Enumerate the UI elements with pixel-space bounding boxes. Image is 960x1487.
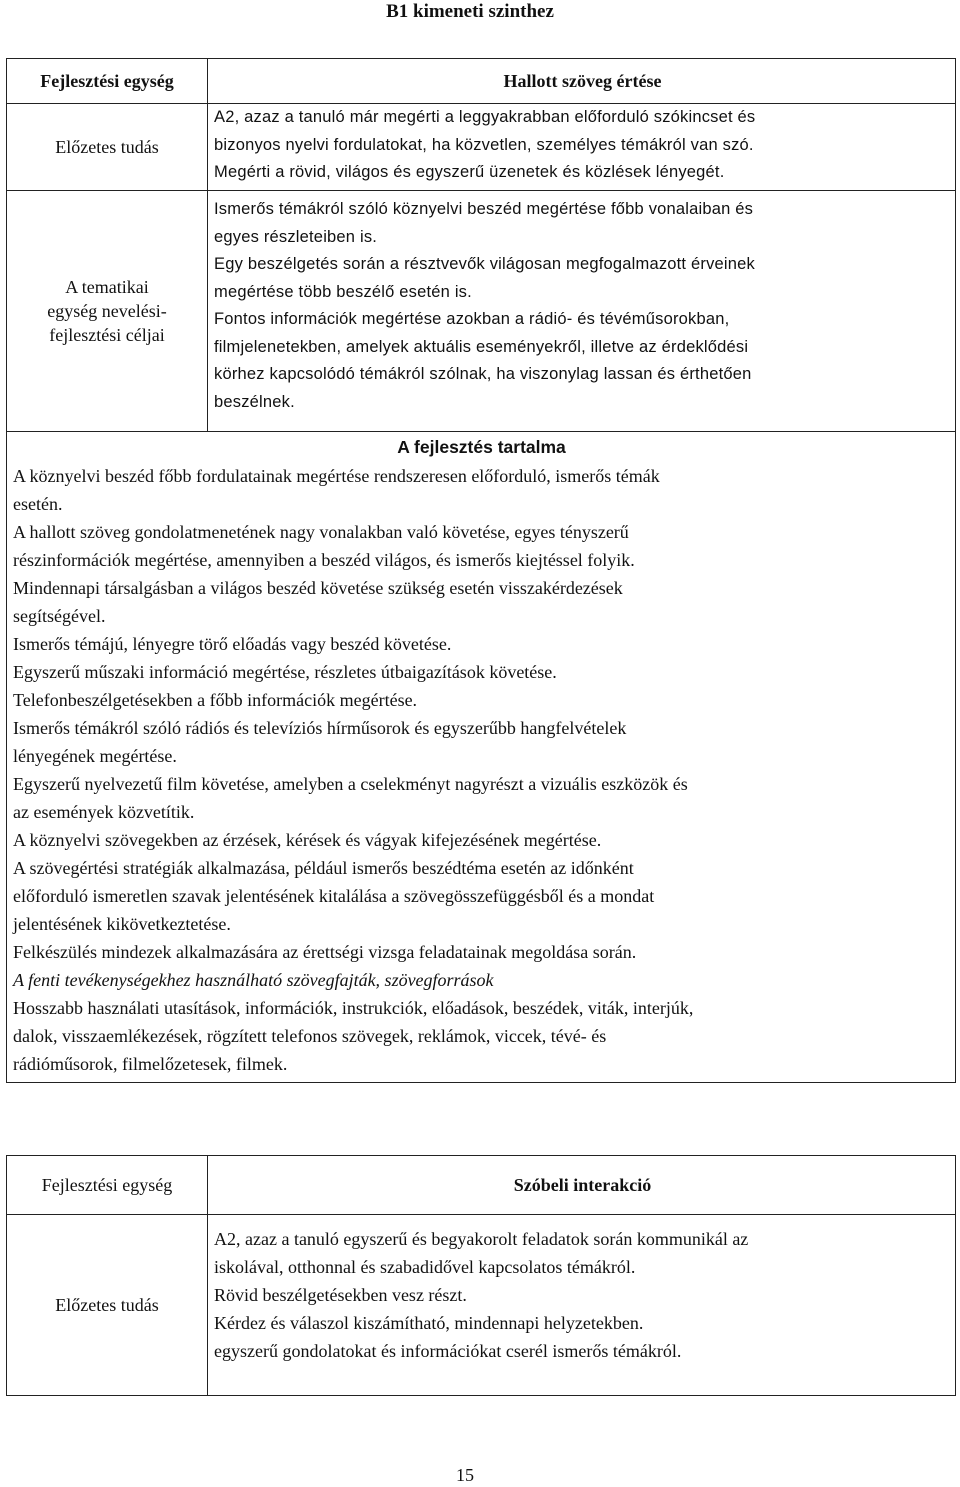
table1-header-row [7,59,955,103]
text-line: Egyszerű nyelvezetű film követése, amelyben a cselekményt nagyrészt a vizuális eszközök és [13,774,688,794]
text-line: dalok, visszaemlékezések, rögzített telefonos szövegek, reklámok, viccek, tévé- és [13,1026,607,1046]
text-line: Ismerős témákról szóló köznyelvi beszéd megértése főbb vonalaiban és [214,200,754,218]
table1-prior-label: Előzetes tudás [7,104,208,190]
text-line: jelentésének kikövetkeztetése. [13,914,231,934]
text-line: részinformációk megértése, amennyiben a beszéd világos, és ismerős kiejtéssel folyik. [13,550,635,570]
listening-table [6,58,956,1083]
goals-label-line: A tematikai [65,277,149,297]
text-line: rádióműsorok, filmelőzetesek, filmek. [13,1054,288,1074]
table1-prior-row [7,103,955,190]
text-line: segítségével. [13,606,106,626]
text-line: körhez kapcsolódó témákról szólnak, ha viszonylag lassan és érthetően [214,365,752,383]
text-line: lényegének megértése. [13,746,177,766]
table2-prior-text [208,1215,955,1395]
sources-heading: A fenti tevékenységekhez használható szövegfajták, szövegforrások [13,970,494,990]
text-line: Rövid beszélgetésekben vesz részt. [214,1285,467,1305]
text-line: A2, azaz a tanuló már megérti a leggyakrabban előforduló szókincset és [214,108,756,126]
text-line: esetén. [13,494,63,514]
content-title: A fejlesztés tartalma [397,437,566,457]
page-number: 15 [456,1465,474,1485]
text-line: iskolával, otthonnal és szabadidővel kapcsolatos témákról. [214,1257,636,1277]
text-line: Egy beszélgetés során a résztvevők világosan megfogalmazott érveinek [214,255,755,273]
text-line: egyes részleteiben is. [214,227,378,246]
text-line: Telefonbeszélgetésekben a főbb információk megértése. [13,690,418,710]
text-line: Felkészülés mindezek alkalmazására az érettségi vizsga feladatainak megoldása során. [13,942,637,962]
table1-right-header: Hallott szöveg értése [503,71,662,91]
table1-prior-text [208,104,955,190]
text-line: Hosszabb használati utasítások, információk, instrukciók, előadások, beszédek, viták, interjúk, [13,998,694,1018]
page-heading: B1 kimeneti szinthez [386,1,554,22]
text-line: A szövegértési stratégiák alkalmazása, például ismerős beszédtéma esetén az időnként [13,858,634,878]
text-line: megértése több beszélő esetén is. [214,282,472,301]
text-line: az események közvetítik. [13,802,195,822]
oral-interaction-table [6,1155,956,1396]
text-line: előforduló ismeretlen szavak jelentésének kitalálása a szövegösszefüggésből és a mondat [13,886,655,906]
table1-content-section [7,431,955,1082]
text-line: A2, azaz a tanuló egyszerű és begyakorolt feladatok során kommunikál az [214,1229,749,1249]
goals-label-line: fejlesztési céljai [49,325,165,345]
text-line: A hallott szöveg gondolatmenetének nagy vonalakban való követése, egyes tényszerű [13,522,629,542]
text-line: Mindennapi társalgásban a világos beszéd követése szükség esetén visszakérdezések [13,578,623,598]
text-line: A köznyelvi beszéd főbb fordulatainak megértése rendszeresen előforduló, ismerős témák [13,466,660,486]
table1-goals-text [208,191,955,431]
table2-prior-row [7,1214,955,1395]
text-line: egyszerű gondolatokat és információkat cserél ismerős témákról. [214,1341,682,1361]
text-line: A köznyelvi szövegekben az érzések, kérések és vágyak kifejezésének megértése. [13,830,602,850]
text-line: Fontos információk megértése azokban a rádió- és tévéműsorokban, [214,310,730,328]
text-line: Ismerős témákról szóló rádiós és televíziós hírműsorok és egyszerűbb hangfelvételek [13,718,627,738]
table2-left-header: Fejlesztési egység [7,1156,208,1214]
table2-header-row [7,1156,955,1214]
text-line: Kérdez és válaszol kiszámítható, mindennapi helyzetekben. [214,1313,644,1333]
table2-prior-label: Előzetes tudás [7,1215,208,1395]
text-line: Megérti a rövid, világos és egyszerű üzenetek és közlések lényegét. [214,163,725,181]
table1-goals-row [7,190,955,431]
table2-right-header: Szóbeli interakció [513,1175,652,1195]
table1-left-header: Fejlesztési egység [7,59,208,103]
goals-label-line: egység nevelési- [47,301,167,321]
table1-goals-label [7,191,208,431]
text-line: Ismerős témájú, lényegre törő előadás vagy beszéd követése. [13,634,452,654]
text-line: Egyszerű műszaki információ megértése, részletes útbaigazítások követése. [13,662,557,682]
text-line: beszélnek. [214,392,295,411]
text-line: bizonyos nyelvi fordulatokat, ha közvetlen, személyes témákról van szó. [214,135,754,154]
text-line: filmjelenetekben, amelyek aktuális eseményekről, illetve az érdeklődési [214,337,749,356]
